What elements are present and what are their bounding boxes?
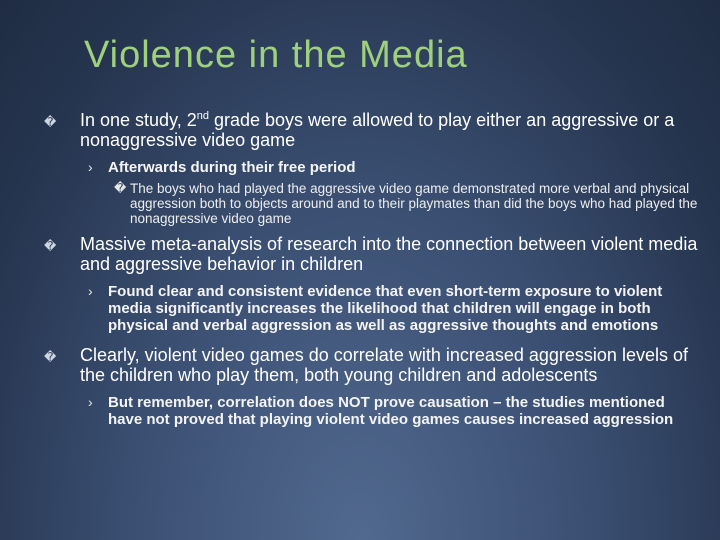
sub-bullet-item xyxy=(40,394,700,428)
superscript: nd xyxy=(196,110,209,122)
bullet-icon: � xyxy=(44,350,57,364)
slide-body xyxy=(40,110,700,428)
bullet-text: Massive meta-analysis of research into the connection between violent media and aggressive behavior in children xyxy=(80,234,698,274)
chevron-right-icon: › xyxy=(88,159,93,175)
bullet-text: In one study, 2 xyxy=(80,110,197,130)
subsub-bullet-item xyxy=(40,181,700,226)
sub-bullet-text: Found clear and consistent evidence that even short-term exposure to violent media significantly increases the likelihood that children will engage in both physical and verbal aggression as well as aggressive thoughts and emotions xyxy=(108,283,663,334)
bullet-text: Clearly, violent video games do correlate with increased aggression levels of the children who play them, both young children and adolescents xyxy=(80,345,688,385)
bullet-item xyxy=(40,234,700,274)
bullet-item xyxy=(40,345,700,385)
subsub-bullet-text: The boys who had played the aggressive video game demonstrated more verbal and physical aggression both to objects around and to their playmates than did the boys who had played the nonaggressive video game xyxy=(130,181,698,226)
bullet-icon: � xyxy=(44,115,57,129)
chevron-right-icon: › xyxy=(88,394,93,410)
bullet-item xyxy=(40,110,700,150)
bullet-icon: � xyxy=(44,239,57,253)
slide-title: Violence in the Media xyxy=(84,34,468,76)
bullet-text-cont: grade boys were allowed to play either an aggressive or a nonaggressive video game xyxy=(80,110,675,150)
sub-bullet-text: Afterwards during their free period xyxy=(108,159,356,176)
sub-bullet-item xyxy=(40,159,700,176)
sub-bullet-item xyxy=(40,283,700,334)
chevron-right-icon: › xyxy=(88,283,93,299)
sub-bullet-text: But remember, correlation does NOT prove causation – the studies mentioned have not proved that playing violent video games causes increased aggression xyxy=(108,394,674,428)
bullet-icon: � xyxy=(114,181,127,195)
